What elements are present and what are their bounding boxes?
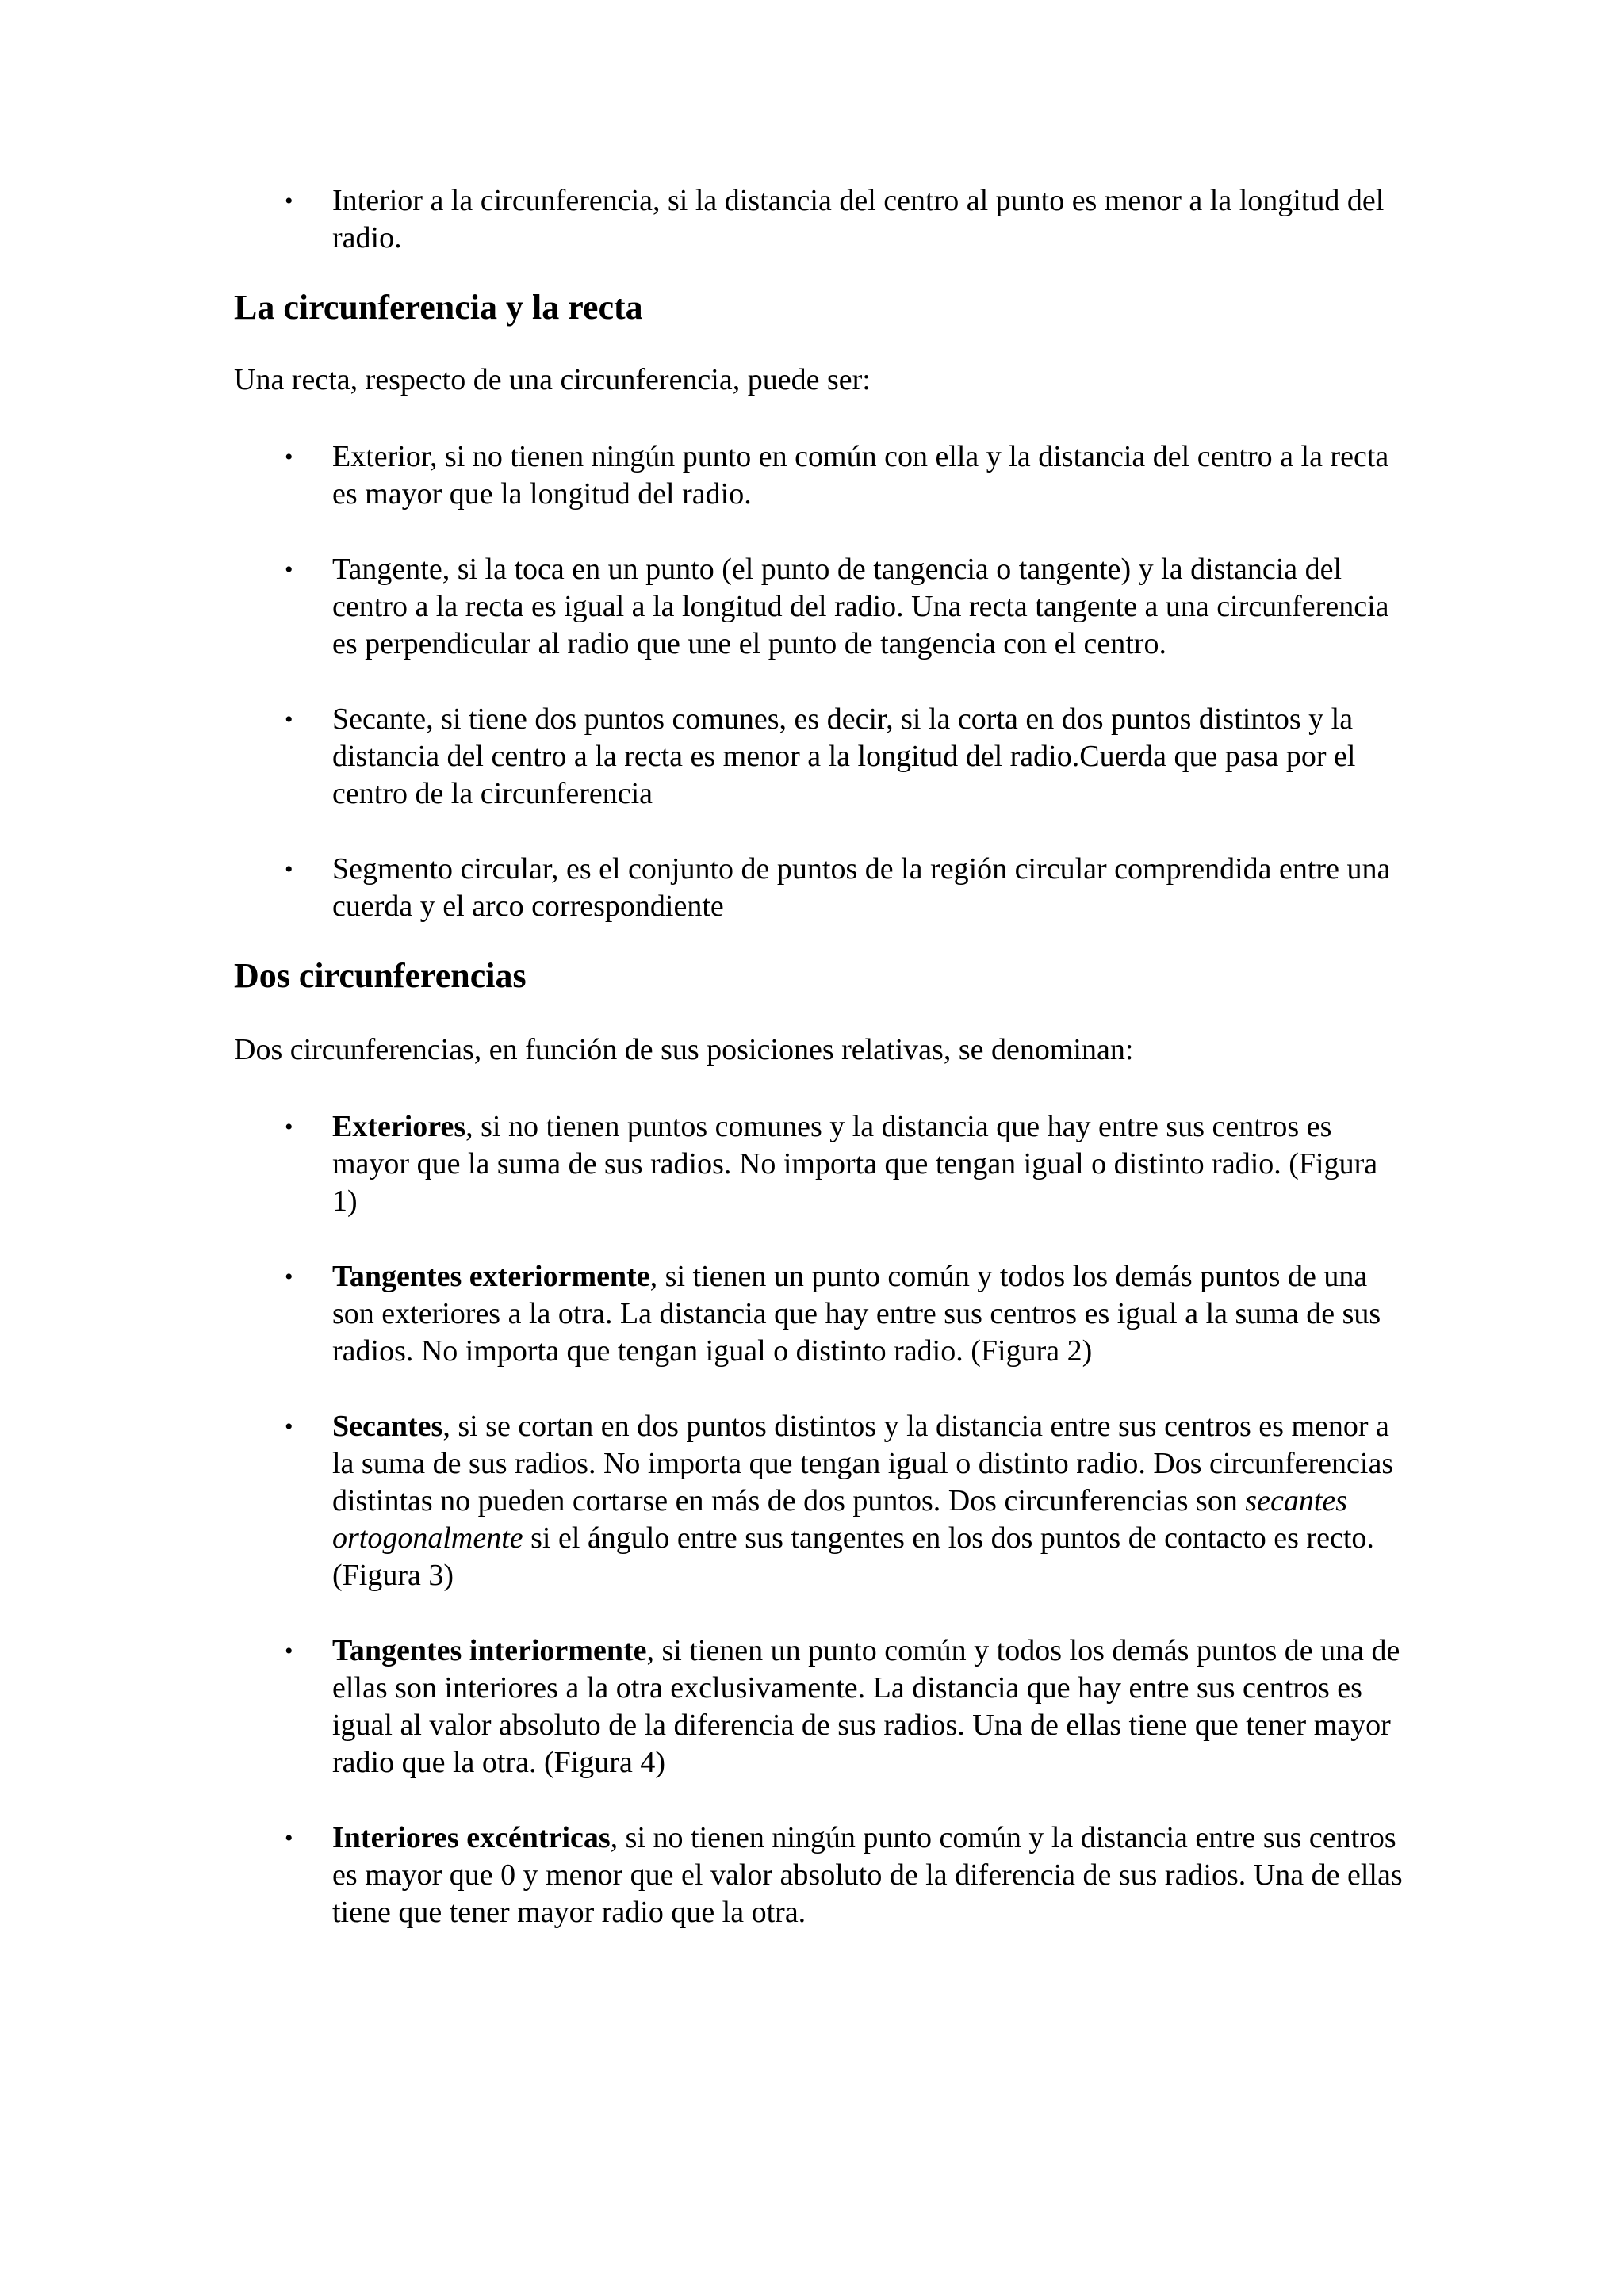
list-item-text: Interior a la circunferencia, si la distancia del centro al punto es menor a la longitud del radio.	[332, 184, 1385, 254]
list-item-text: Segmento circular, es el conjunto de puntos de la región circular comprendida entre una cuerda y el arco correspondiente	[332, 852, 1391, 923]
bullet-icon: •	[285, 1114, 293, 1140]
bullet-icon: •	[285, 188, 293, 214]
list-item	[234, 182, 1408, 257]
bullet-icon: •	[285, 557, 293, 583]
term-bold: Secantes	[332, 1410, 443, 1443]
list-item	[234, 438, 1408, 513]
list-item	[234, 1632, 1408, 1781]
bullet-icon: •	[285, 1414, 293, 1440]
list-item-text: , si no tienen puntos comunes y la distancia que hay entre sus centros es mayor que la suma de sus radios. No importa que tengan igual o distinto radio. (Figura 1)	[332, 1110, 1378, 1218]
list-item-text: , si tienen un punto común y todos los demás puntos de una de ellas son interiores a la otra exclusivamente. La distancia que hay entre sus centros es igual al valor absoluto de la diferencia de sus radios. Una de ellas tiene que tener mayor radio que la otra. (Figura 4)	[332, 1634, 1400, 1779]
list-item-text-after: si el ángulo entre sus tangentes en los dos puntos de contacto es recto. (Figura 3)	[332, 1521, 1374, 1592]
bullet-icon: •	[285, 1264, 293, 1290]
section-heading: Dos circunferencias	[234, 956, 527, 995]
list-item	[234, 851, 1408, 925]
list-item	[234, 701, 1408, 813]
section-lead: Una recta, respecto de una circunferencia, puede ser:	[234, 363, 871, 396]
document-page	[234, 182, 1408, 1931]
list-item-text: Secante, si tiene dos puntos comunes, es decir, si la corta en dos puntos distintos y la distancia del centro a la recta es menor a la longitud del radio.Cuerda que pasa por el centro de la circunferencia	[332, 702, 1356, 810]
list-item-text: , si tienen un punto común y todos los demás puntos de una son exteriores a la otra. La distancia que hay entre sus centros es igual a la suma de sus radios. No importa que tengan igual o distinto radio. (Figura 2)	[332, 1260, 1381, 1368]
list-item	[234, 1108, 1408, 1220]
list-item	[234, 1820, 1408, 1931]
term-bold: Interiores excéntricas	[332, 1821, 611, 1854]
term-bold: Tangentes interiormente	[332, 1634, 647, 1667]
term-bold: Exteriores	[332, 1110, 466, 1143]
list-item	[234, 551, 1408, 663]
section-lead: Dos circunferencias, en función de sus posiciones relativas, se denominan:	[234, 1033, 1134, 1066]
list-item-text: Exterior, si no tienen ningún punto en común con ella y la distancia del centro a la recta es mayor que la longitud del radio.	[332, 440, 1389, 511]
term-italic: secantes ortogonalmente	[332, 1484, 1348, 1555]
term-bold: Tangentes exteriormente	[332, 1260, 650, 1293]
bullet-icon: •	[285, 1638, 293, 1664]
recta-list	[234, 438, 1408, 925]
bullet-icon: •	[285, 856, 293, 882]
section-heading: La circunferencia y la recta	[234, 288, 643, 327]
list-item	[234, 1408, 1408, 1594]
list-item-text: , si no tienen ningún punto común y la distancia entre sus centros es mayor que 0 y menor que el valor absoluto de la diferencia de sus radios. Una de ellas tiene que tener mayor radio que la otra.	[332, 1821, 1403, 1929]
circunferencias-list	[234, 1108, 1408, 1931]
bullet-icon: •	[285, 706, 293, 733]
bullet-icon: •	[285, 1825, 293, 1851]
bullet-icon: •	[285, 444, 293, 470]
list-item-text: Tangente, si la toca en un punto (el punto de tangencia o tangente) y la distancia del centro a la recta es igual a la longitud del radio. Una recta tangente a una circunferencia es perpendicular al radio que une el punto de tangencia con el centro.	[332, 553, 1389, 660]
list-item	[234, 1258, 1408, 1370]
intro-list	[234, 182, 1408, 257]
list-item-text: , si se cortan en dos puntos distintos y la distancia entre sus centros es menor a la suma de sus radios. No importa que tengan igual o distinto radio. Dos circunferencias distintas no pueden cortarse en más de dos puntos. Dos circunferencias son	[332, 1410, 1394, 1517]
